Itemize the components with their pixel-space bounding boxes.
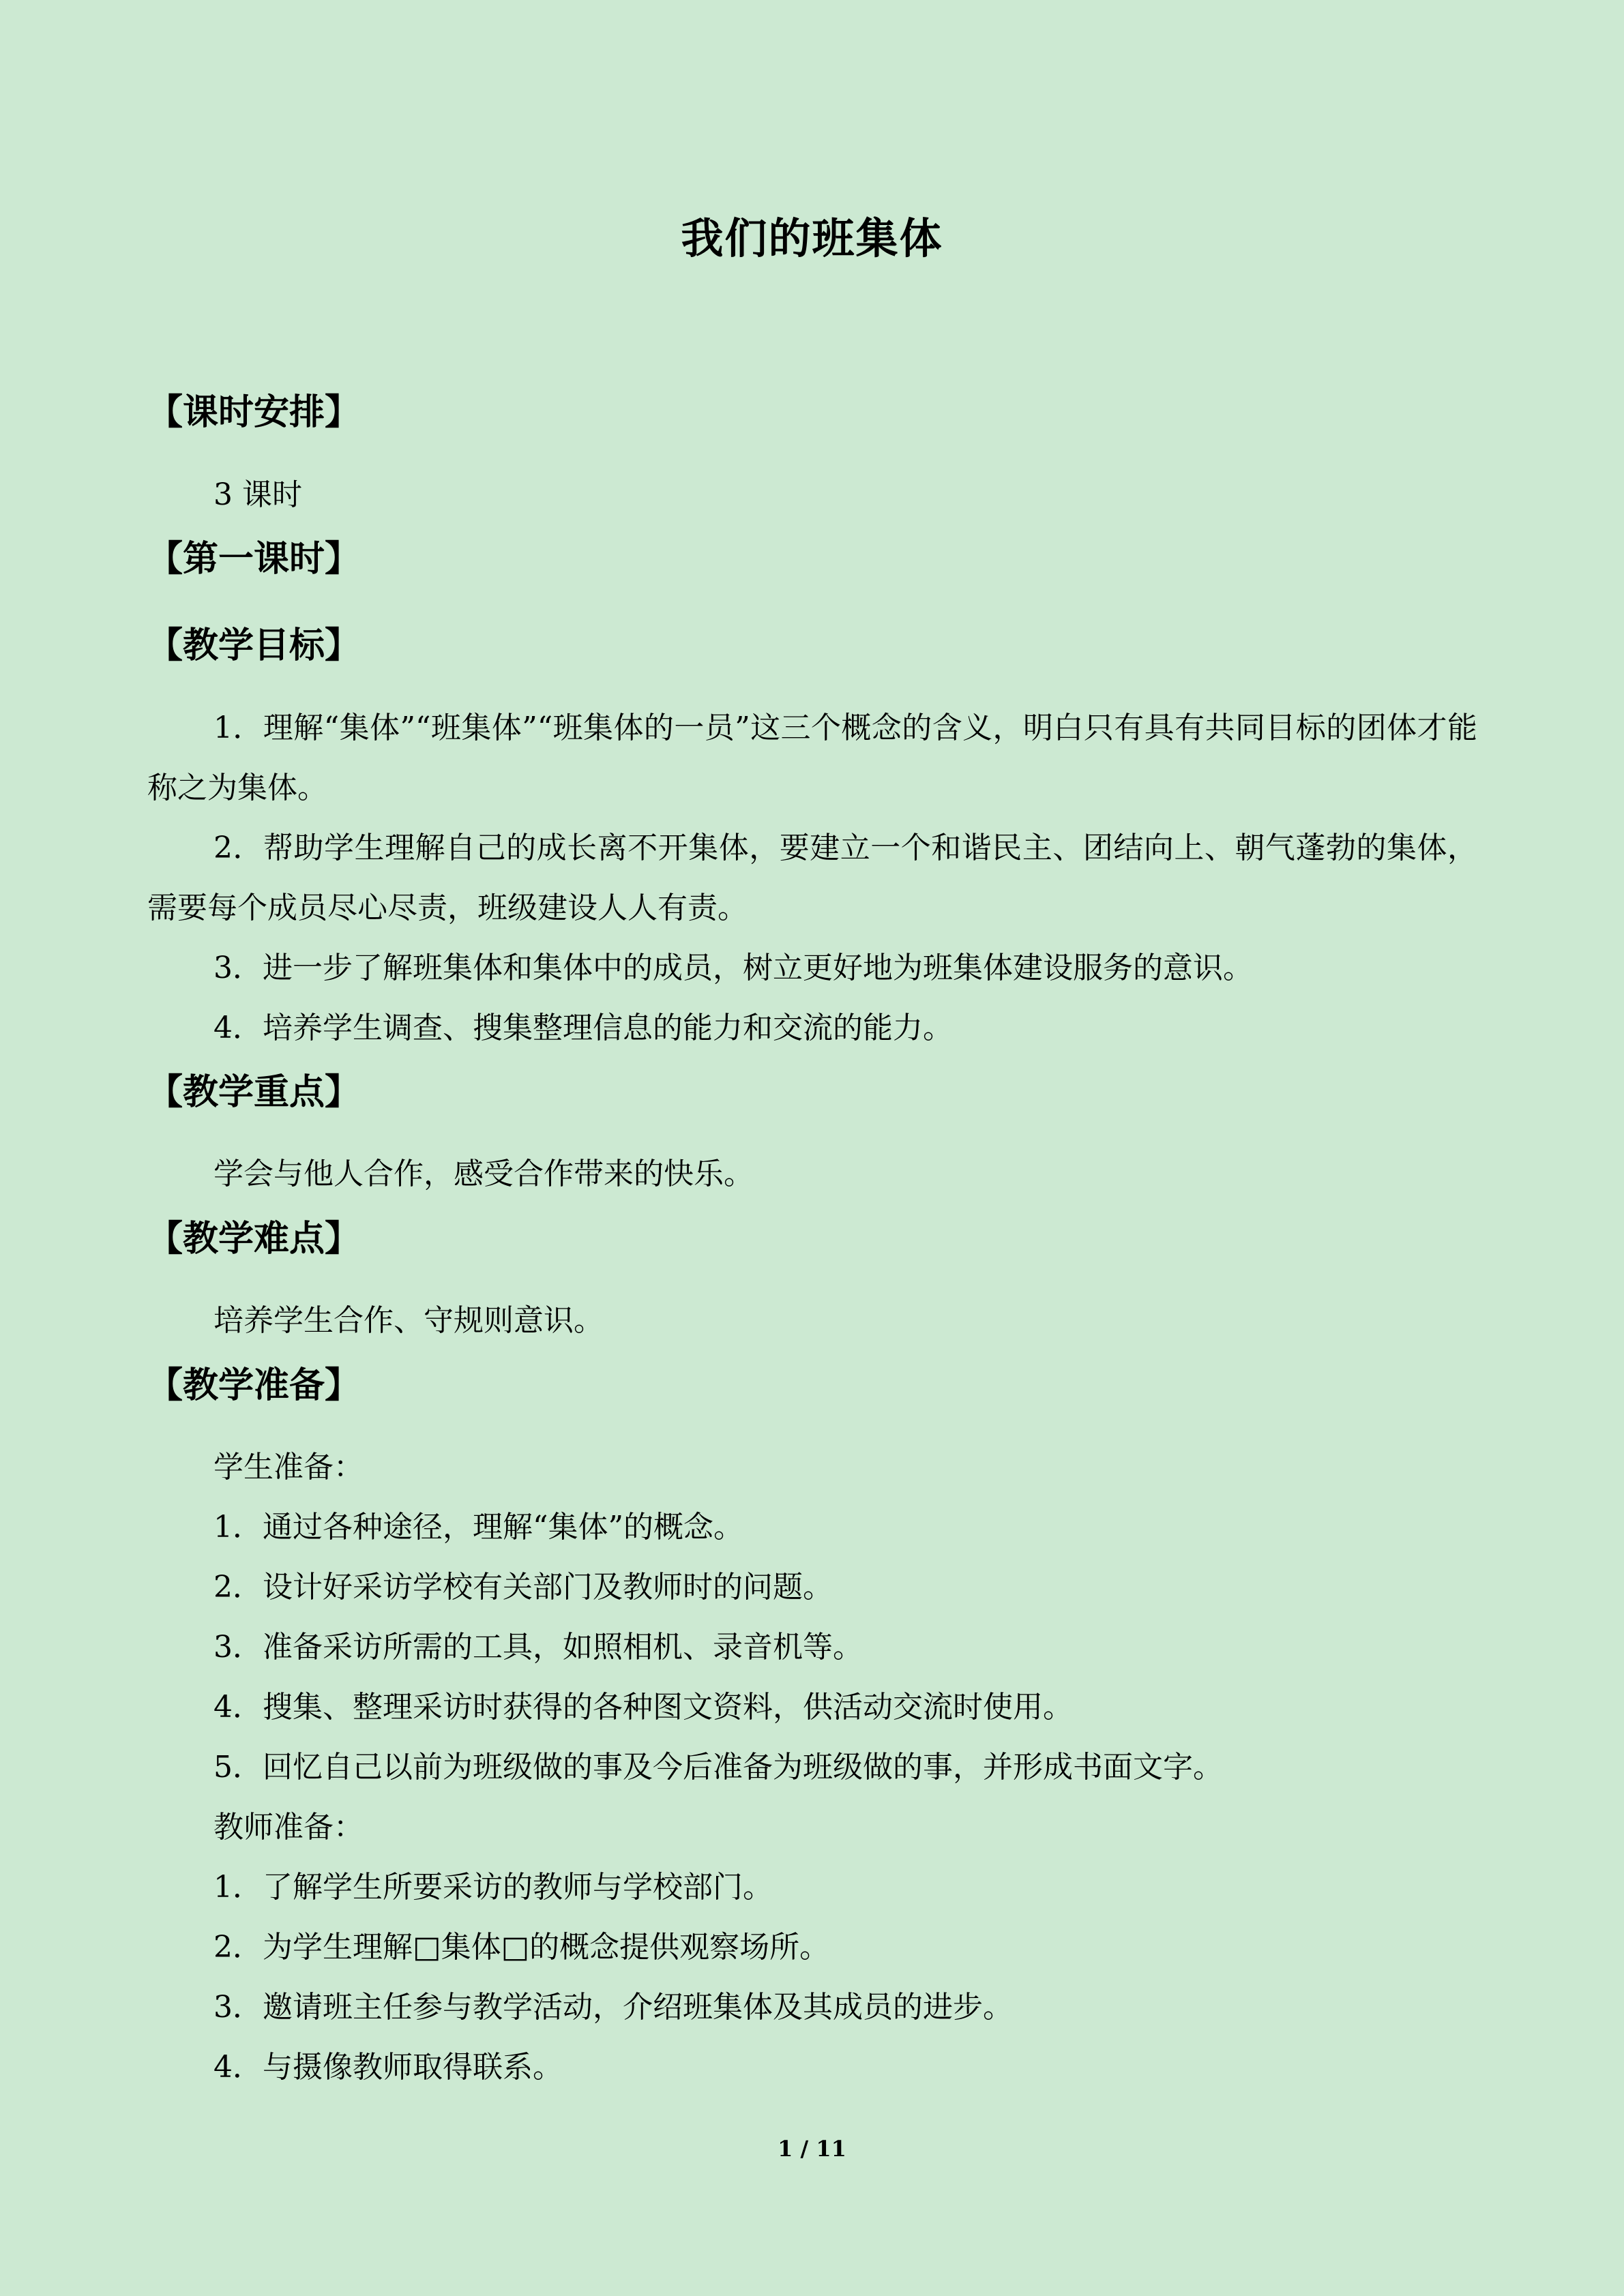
heading-teaching-difficulty: 【教学难点】 bbox=[147, 1219, 361, 1259]
page-number: 1 / 11 bbox=[778, 2136, 846, 2162]
document-title: 我们的班集体 bbox=[681, 213, 943, 263]
student-prep-label: 学生准备： bbox=[213, 1450, 364, 1485]
goal-item-2: 2．帮助学生理解自己的成长离不开集体，要建立一个和谐民主、团结向上、朝气蓬勃的集体，需要每个成员尽心尽责，班级建设人人有责。 bbox=[147, 831, 1477, 925]
teacher-prep-label: 教师准备： bbox=[213, 1810, 364, 1845]
goal-item-4: 4．培养学生调查、搜集整理信息的能力和交流的能力。 bbox=[213, 1011, 953, 1045]
teacher-prep-item-2: 2．为学生理解□集体□的概念提供观察场所。 bbox=[213, 1930, 830, 1965]
teacher-prep-item-4: 4．与摄像教师取得联系。 bbox=[213, 2050, 563, 2085]
heading-schedule: 【课时安排】 bbox=[147, 392, 361, 433]
student-prep-item-3: 3．准备采访所需的工具，如照相机、录音机等。 bbox=[213, 1630, 863, 1665]
student-prep-item-2: 2．设计好采访学校有关部门及教师时的问题。 bbox=[213, 1570, 833, 1605]
heading-teaching-focus: 【教学重点】 bbox=[147, 1072, 361, 1113]
heading-teaching-preparation: 【教学准备】 bbox=[147, 1365, 361, 1406]
student-prep-item-5: 5．回忆自己以前为班级做的事及今后准备为班级做的事，并形成书面文字。 bbox=[213, 1750, 1223, 1785]
goal-item-3: 3．进一步了解班集体和集体中的成员，树立更好地为班集体建设服务的意识。 bbox=[213, 951, 1253, 985]
focus-text: 学会与他人合作，感受合作带来的快乐。 bbox=[213, 1157, 754, 1191]
teacher-prep-item-3: 3．邀请班主任参与教学活动，介绍班集体及其成员的进步。 bbox=[213, 1990, 1013, 2025]
schedule-text: 3 课时 bbox=[213, 477, 302, 512]
teacher-prep-item-1: 1．了解学生所要采访的教师与学校部门。 bbox=[213, 1870, 773, 1905]
heading-teaching-goals: 【教学目标】 bbox=[147, 625, 361, 666]
difficulty-text: 培养学生合作、守规则意识。 bbox=[213, 1303, 604, 1338]
goal-item-1: 1．理解“集体”“班集体”“班集体的一员”这三个概念的含义，明白只有具有共同目标的团体才能称之为集体。 bbox=[147, 711, 1477, 805]
student-prep-item-4: 4．搜集、整理采访时获得的各种图文资料，供活动交流时使用。 bbox=[213, 1690, 1073, 1725]
student-prep-item-1: 1．通过各种途径，理解“集体”的概念。 bbox=[213, 1510, 743, 1545]
heading-lesson-one: 【第一课时】 bbox=[147, 539, 361, 580]
